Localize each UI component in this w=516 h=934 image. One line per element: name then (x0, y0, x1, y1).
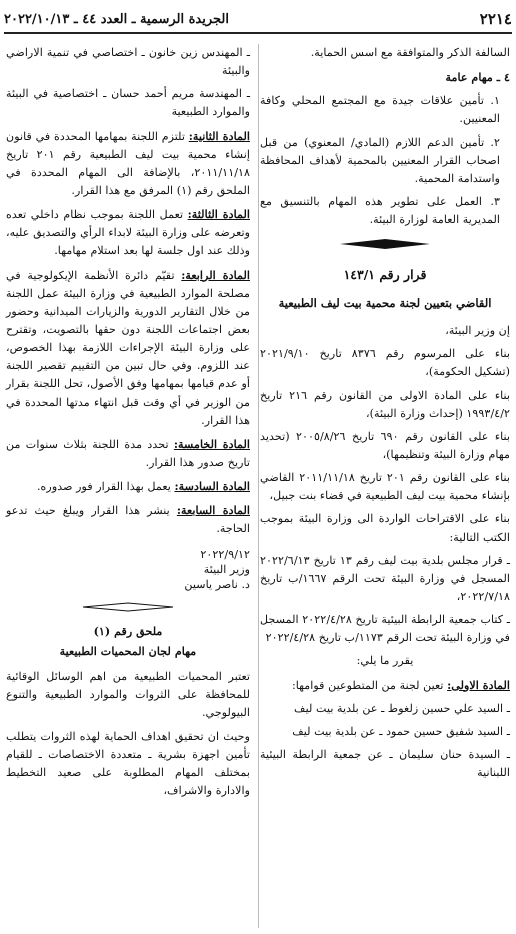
annex-title: ملحق رقم (١) (93, 623, 163, 638)
member-item: ـ السيد شفيق حسين حمود ـ عن بلدية بيت ليف (292, 724, 510, 738)
general-task-item: ٣. العمل على تطوير هذه المهام بالتنسيق مع المديرية العامة لوزارة البيئة. (260, 194, 500, 227)
sign-title: وزير البيئة (203, 562, 250, 576)
article-1 (260, 676, 510, 695)
article-label: المادة الثالثة: (187, 207, 250, 222)
whereas-clause: بناء على المرسوم رقم ٨٣٧٦ تاريخ ٢٠٢١/٩/١٠ (تشكيل الحكومة)، (260, 347, 510, 379)
general-task-item: ٢. تأمين الدعم اللازم (المادي/ المعنوي) من قبل اصحاب القرار المعنيين بالمحمية لأهداف المحافظة واستدامة المحمية. (260, 135, 500, 185)
article-7 (6, 501, 250, 538)
gazette-issue: الجريدة الرسمية ـ العدد ٤٤ ـ ٢٠٢٢/١٠/١٣ (4, 11, 230, 27)
article-label: المادة السابعة: (176, 503, 250, 518)
article-label: المادة الاولى: (447, 677, 510, 692)
column-divider (258, 44, 259, 928)
general-task-item: ١. تأمين علاقات جيدة مع المجتمع المحلي وكافة المعنيين. (260, 94, 500, 126)
member-item: ـ المهندسة مريم أحمد حسان ـ اختصاصية في البيئة والموارد الطبيعية (6, 87, 250, 119)
letter-item: ـ كتاب جمعية الرابطة البيئية تاريخ ٢٠٢٢/٤/٢٨ المسجل في وزارة البيئة تحت الرقم ١١٧٣/ب تاريخ ٢٠٢٢/٤/٢٨ (260, 613, 511, 645)
sign-date: ٢٠٢٢/٩/١٢ (200, 547, 250, 561)
article-2 (6, 127, 250, 201)
signature-block (6, 547, 250, 592)
article-label: المادة الرابعة: (181, 267, 250, 282)
article-text: تعين لجنة من المتطوعين قوامها: (291, 678, 448, 692)
letter-item: ـ قرار مجلس بلدية بيت ليف رقم ١٣ تاريخ ٢٠٢٢/٦/١٣ المسجل في وزارة البيئة تحت الرقم ١٦٦٧/ب تاريخ ٢٠٢٢/٧/١٨، (260, 553, 510, 603)
decides-line: يقرر ما يلي: (356, 654, 414, 668)
page-number: ٢٢١٤ (479, 10, 512, 28)
article-text: تقيّم دائرة الأنظمة الإيكولوجية في مصلحة الموارد الطبيعية في وزارة البيئة عمل اللجنة من خلال التقارير الدورية والزيارات الميدانية وحضور بعض اجتماعات اللجنة دون حقها بالتصويت، وتقترح على وزارة البيئة الإجراءات اللازمة بهذا الخصوص، عند اللزوم. وفي حال تبين من التقييم تقصير اللجنة أو عدم قيامها بمهامها وفق الأصول، تحل اللجنة بقرار من الوزير في أي وقت قبل انتهاء مدتها المحددة في هذا القرار. (6, 268, 250, 427)
whereas-clause: بناء على القانون رقم ٢٠١ تاريخ ٢٠١١/١١/١٨ القاضي بإنشاء محمية بيت ليف الطبيعية في قضاء بنت جبيل، (260, 471, 511, 503)
whereas-clause: بناء على الاقتراحات الواردة الى وزارة البيئة بموجب الكتب التالية: (260, 512, 510, 544)
article-text: تحدد مدة اللجنة بثلاث سنوات من تاريخ صدور هذا القرار. (6, 437, 250, 469)
article-label: المادة السادسة: (174, 479, 250, 494)
article-label: المادة الخامسة: (173, 436, 250, 451)
article-6 (6, 477, 250, 496)
article-label: المادة الثانية: (188, 128, 250, 143)
article-4 (6, 266, 250, 430)
page-header (4, 6, 512, 34)
article-3 (6, 205, 250, 260)
right-column (260, 44, 510, 787)
annex-subject: مهام لجان المحميات الطبيعية (59, 643, 197, 658)
annex-paragraph: وحيث ان تحقيق اهداف الحماية لهذه الثروات يتطلب تأمين اجهزة بشرية ـ متعددة الاختصاصات ـ للقيام بمختلف المهام المطلوبة على صعيد التخطيط والادارة والاشراف، (6, 729, 250, 797)
member-item: ـ السيد علي حسين زلغوط ـ عن بلدية بيت ليف (294, 701, 510, 715)
whereas-clause: بناء على القانون رقم ٦٩٠ تاريخ ٢٠٠٥/٨/٢٦ (تحديد مهام وزارة البيئة وتنظيمها)، (260, 429, 511, 461)
article-text: تلتزم اللجنة بمهامها المحددة في قانون إنشاء محمية بيت ليف الطبيعية رقم ٢٠١ تاريخ ٢٠١١/١١/١٨، بالإضافة الى المهام المحددة في الملحق رقم (١) المرفق مع هذا القرار. (6, 129, 250, 197)
member-item: ـ السيدة حنان سليمان ـ عن جمعية الرابطة البيئية اللبنانية (260, 747, 510, 780)
minister-intro: إن وزير البيئة، (445, 324, 510, 338)
member-item: ـ المهندس زين خانون ـ اختصاصي في تنمية الاراضي والبيئة (6, 46, 250, 78)
intro-text: السالفة الذكر والمتوافقة مع اسس الحماية. (310, 46, 510, 59)
decree-title: قرار رقم ١٤٣/١ (343, 267, 427, 283)
left-column (6, 44, 250, 805)
sign-name: د. ناصر ياسين (184, 577, 250, 591)
ornamental-divider-icon (6, 602, 250, 612)
ornamental-divider-icon (260, 239, 510, 249)
general-tasks-heading: ٤ ـ مهام عامة (445, 70, 510, 85)
article-text: تعمل اللجنة بموجب نظام داخلي تعده وتعرضه على وزارة البيئة لابداء الرأي والتصديق عليه، وذلك عند اول جلسة لها بعد استلام مهامها. (6, 208, 250, 258)
annex-paragraph: تعتبر المحميات الطبيعية من اهم الوسائل الوقائية للمحافظة على الثروات والموارد الطبيعية والتنوع البيولوجي. (6, 670, 250, 720)
whereas-clause: بناء على المادة الاولى من القانون رقم ٢١٦ تاريخ ١٩٩٣/٤/٢ (إحداث وزارة البيئة)، (260, 388, 510, 420)
article-text: ينشر هذا القرار ويبلغ حيث تدعو الحاجة. (6, 504, 250, 536)
article-5 (6, 435, 250, 472)
article-text: يعمل بهذا القرار فور صدوره. (37, 480, 175, 494)
decree-subject: القاضي بتعيين لجنة محمية بيت ليف الطبيعية (278, 295, 492, 310)
